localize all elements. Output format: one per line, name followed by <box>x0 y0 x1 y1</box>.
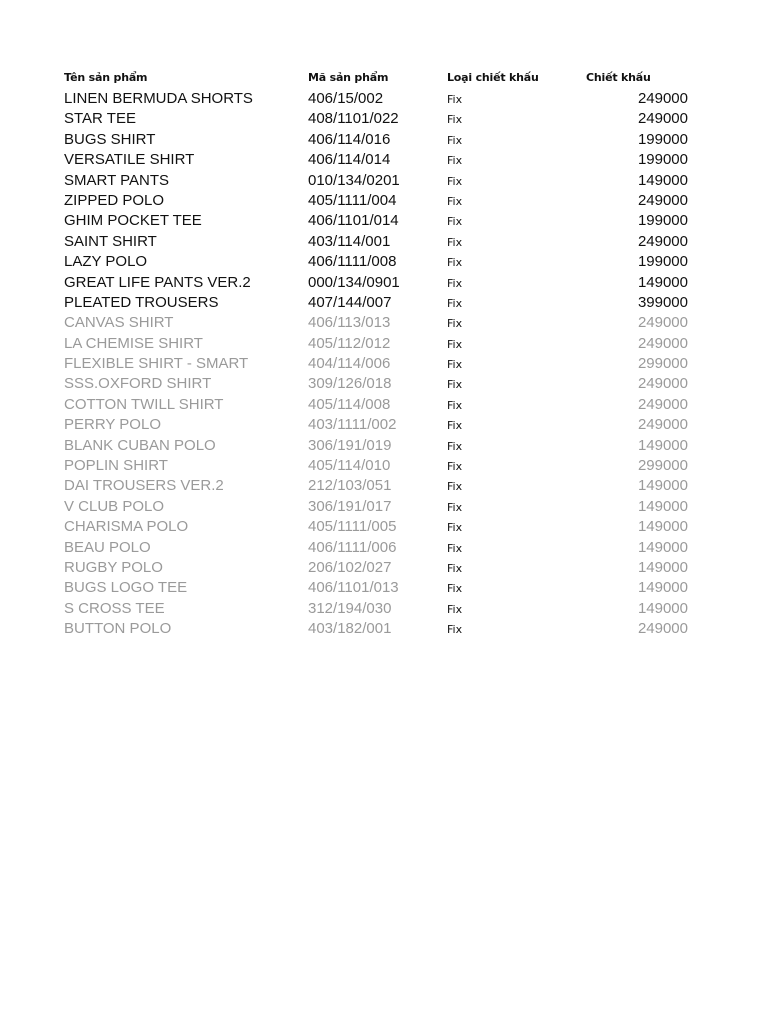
discount-value-cell: 149000 <box>637 558 688 576</box>
product-name-cell: POPLIN SHIRT <box>64 457 168 475</box>
product-name-cell: DAI TROUSERS VER.2 <box>64 477 224 495</box>
product-code-cell: 407/144/007 <box>308 293 392 311</box>
product-code-cell: 403/114/001 <box>308 232 391 250</box>
product-code-cell: 212/103/051 <box>308 477 392 495</box>
product-name-cell: LA CHEMISE SHIRT <box>64 334 203 352</box>
table-row <box>0 619 768 639</box>
table-row <box>0 517 768 537</box>
product-name-cell: ZIPPED POLO <box>64 191 165 209</box>
product-rows <box>0 89 768 640</box>
product-code-cell: 000/134/0901 <box>308 273 400 291</box>
table-row <box>0 334 768 354</box>
table-row <box>0 232 768 252</box>
discount-value-cell: 249000 <box>637 90 688 107</box>
discount-type-cell: Fix <box>447 358 463 372</box>
table-row <box>0 171 768 191</box>
discount-value-cell: 249000 <box>637 375 688 393</box>
product-name-cell: STAR TEE <box>64 110 136 128</box>
table-row <box>0 109 768 129</box>
product-name-cell: LAZY POLO <box>64 253 148 271</box>
discount-type-cell: Fix <box>447 398 463 412</box>
table-row <box>0 578 768 598</box>
discount-type-cell: Fix <box>447 256 463 270</box>
product-name-cell: BEAU POLO <box>64 538 151 556</box>
discount-type-cell: Fix <box>447 623 463 637</box>
product-name-cell: SAINT SHIRT <box>64 232 157 250</box>
table-row <box>0 476 768 496</box>
product-code-cell: 010/134/0201 <box>308 171 400 189</box>
discount-value-cell: 199000 <box>637 212 688 230</box>
product-code-cell: 405/114/010 <box>308 457 391 475</box>
discount-value-cell: 149000 <box>637 518 688 536</box>
discount-value-cell: 299000 <box>637 457 688 475</box>
discount-value-cell: 199000 <box>637 151 688 169</box>
discount-value-cell: 149000 <box>637 171 688 189</box>
product-name-cell: RUGBY POLO <box>64 558 163 576</box>
table-row <box>0 191 768 211</box>
product-name-cell: PLEATED TROUSERS <box>64 293 219 311</box>
product-name-cell: SSS.OXFORD SHIRT <box>64 375 212 393</box>
product-name-cell: SMART PANTS <box>64 171 170 189</box>
table-row <box>0 130 768 150</box>
discount-type-cell: Fix <box>447 194 463 208</box>
table-row <box>0 252 768 272</box>
table-row <box>0 497 768 517</box>
discount-type-cell: Fix <box>447 419 463 433</box>
discount-value-cell: 249000 <box>637 232 688 250</box>
product-name-cell: CHARISMA POLO <box>64 518 189 536</box>
product-name-cell: VERSATILE SHIRT <box>64 151 195 169</box>
discount-type-cell: Fix <box>447 276 463 290</box>
table-row <box>0 293 768 313</box>
discount-type-cell: Fix <box>447 439 463 453</box>
product-name-cell: GHIM POCKET TEE <box>64 212 202 230</box>
table-row <box>0 313 768 333</box>
product-code-cell: 405/1111/005 <box>308 518 397 536</box>
table-row <box>0 599 768 619</box>
discount-value-cell: 249000 <box>637 416 688 434</box>
discount-value-cell: 249000 <box>637 395 688 413</box>
product-name-cell: BLANK CUBAN POLO <box>64 436 216 454</box>
discount-type-cell: Fix <box>447 296 463 310</box>
table-row <box>0 456 768 476</box>
discount-value-cell: 199000 <box>637 253 688 271</box>
discount-value-cell: 249000 <box>637 334 688 352</box>
product-code-cell: 405/112/012 <box>308 334 391 352</box>
header-product-name: Tên sản phẩm <box>64 71 148 84</box>
discount-value-cell: 299000 <box>637 355 688 373</box>
product-name-cell: COTTON TWILL SHIRT <box>64 395 224 413</box>
discount-type-cell: Fix <box>447 521 463 535</box>
discount-type-cell: Fix <box>447 480 463 494</box>
product-code-cell: 404/114/006 <box>308 355 391 373</box>
discount-value-cell: 399000 <box>637 293 688 311</box>
product-name-cell: CANVAS SHIRT <box>64 314 174 332</box>
discount-value-cell: 249000 <box>637 620 688 638</box>
product-code-cell: 408/1101/022 <box>308 110 399 128</box>
table-row <box>0 395 768 415</box>
product-code-cell: 405/114/008 <box>308 395 391 413</box>
product-name-cell: BUTTON POLO <box>64 620 172 638</box>
product-code-cell: 403/1111/002 <box>308 416 397 434</box>
discount-type-cell: Fix <box>447 154 463 168</box>
header-discount: Chiết khấu <box>586 71 651 84</box>
discount-value-cell: 149000 <box>637 599 688 617</box>
discount-value-cell: 149000 <box>637 477 688 495</box>
table-row <box>0 354 768 374</box>
header-discount-type: Loại chiết khấu <box>447 71 539 84</box>
discount-value-cell: 249000 <box>637 110 688 128</box>
discount-value-cell: 149000 <box>637 538 688 556</box>
product-name-cell: LINEN BERMUDA SHORTS <box>64 90 253 107</box>
header-product-code: Mã sản phẩm <box>308 71 389 84</box>
product-code-cell: 406/114/014 <box>308 151 391 169</box>
product-code-cell: 406/15/002 <box>308 90 384 107</box>
discount-type-cell: Fix <box>447 93 463 106</box>
discount-value-cell: 199000 <box>637 130 688 148</box>
table-row <box>0 436 768 456</box>
product-name-cell: BUGS LOGO TEE <box>64 579 188 597</box>
discount-type-cell: Fix <box>447 215 463 229</box>
product-code-cell: 406/1101/013 <box>308 579 399 597</box>
product-name-cell: PERRY POLO <box>64 416 161 434</box>
product-code-cell: 309/126/018 <box>308 375 392 393</box>
product-code-cell: 406/114/016 <box>308 130 391 148</box>
product-code-cell: 312/194/030 <box>308 599 392 617</box>
product-name-cell: FLEXIBLE SHIRT - SMART <box>64 355 249 373</box>
product-code-cell: 306/191/019 <box>308 436 392 454</box>
product-code-cell: 206/102/027 <box>308 558 392 576</box>
product-code-cell: 406/1111/006 <box>308 538 397 556</box>
product-code-cell: 405/1111/004 <box>308 191 397 209</box>
discount-type-cell: Fix <box>447 582 463 596</box>
discount-type-cell: Fix <box>447 174 463 188</box>
discount-type-cell: Fix <box>447 500 463 514</box>
discount-value-cell: 149000 <box>637 579 688 597</box>
product-name-cell: GREAT LIFE PANTS VER.2 <box>64 273 251 291</box>
table-row <box>0 211 768 231</box>
discount-value-cell: 249000 <box>637 191 688 209</box>
discount-type-cell: Fix <box>447 113 463 127</box>
discount-type-cell: Fix <box>447 602 463 616</box>
discount-type-cell: Fix <box>447 541 463 555</box>
table-row <box>0 89 768 109</box>
product-name-cell: V CLUB POLO <box>64 497 165 515</box>
product-name-cell: BUGS SHIRT <box>64 130 156 148</box>
product-code-cell: 306/191/017 <box>308 497 392 515</box>
table-row <box>0 150 768 170</box>
product-name-cell: S CROSS TEE <box>64 599 165 617</box>
discount-value-cell: 149000 <box>637 497 688 515</box>
discount-type-cell: Fix <box>447 133 463 147</box>
discount-type-cell: Fix <box>447 235 463 249</box>
discount-type-cell: Fix <box>447 460 463 474</box>
product-code-cell: 406/1111/008 <box>308 253 397 271</box>
discount-value-cell: 149000 <box>637 436 688 454</box>
product-code-cell: 403/182/001 <box>308 620 392 638</box>
discount-type-cell: Fix <box>447 561 463 575</box>
discount-type-cell: Fix <box>447 378 463 392</box>
table-row <box>0 415 768 435</box>
table-row <box>0 273 768 293</box>
product-code-cell: 406/113/013 <box>308 314 391 332</box>
table-row <box>0 374 768 394</box>
discount-value-cell: 249000 <box>637 314 688 332</box>
discount-type-cell: Fix <box>447 337 463 351</box>
table-row <box>0 538 768 558</box>
discount-value-cell: 149000 <box>637 273 688 291</box>
discount-type-cell: Fix <box>447 317 463 331</box>
product-code-cell: 406/1101/014 <box>308 212 399 230</box>
table-row <box>0 558 768 578</box>
